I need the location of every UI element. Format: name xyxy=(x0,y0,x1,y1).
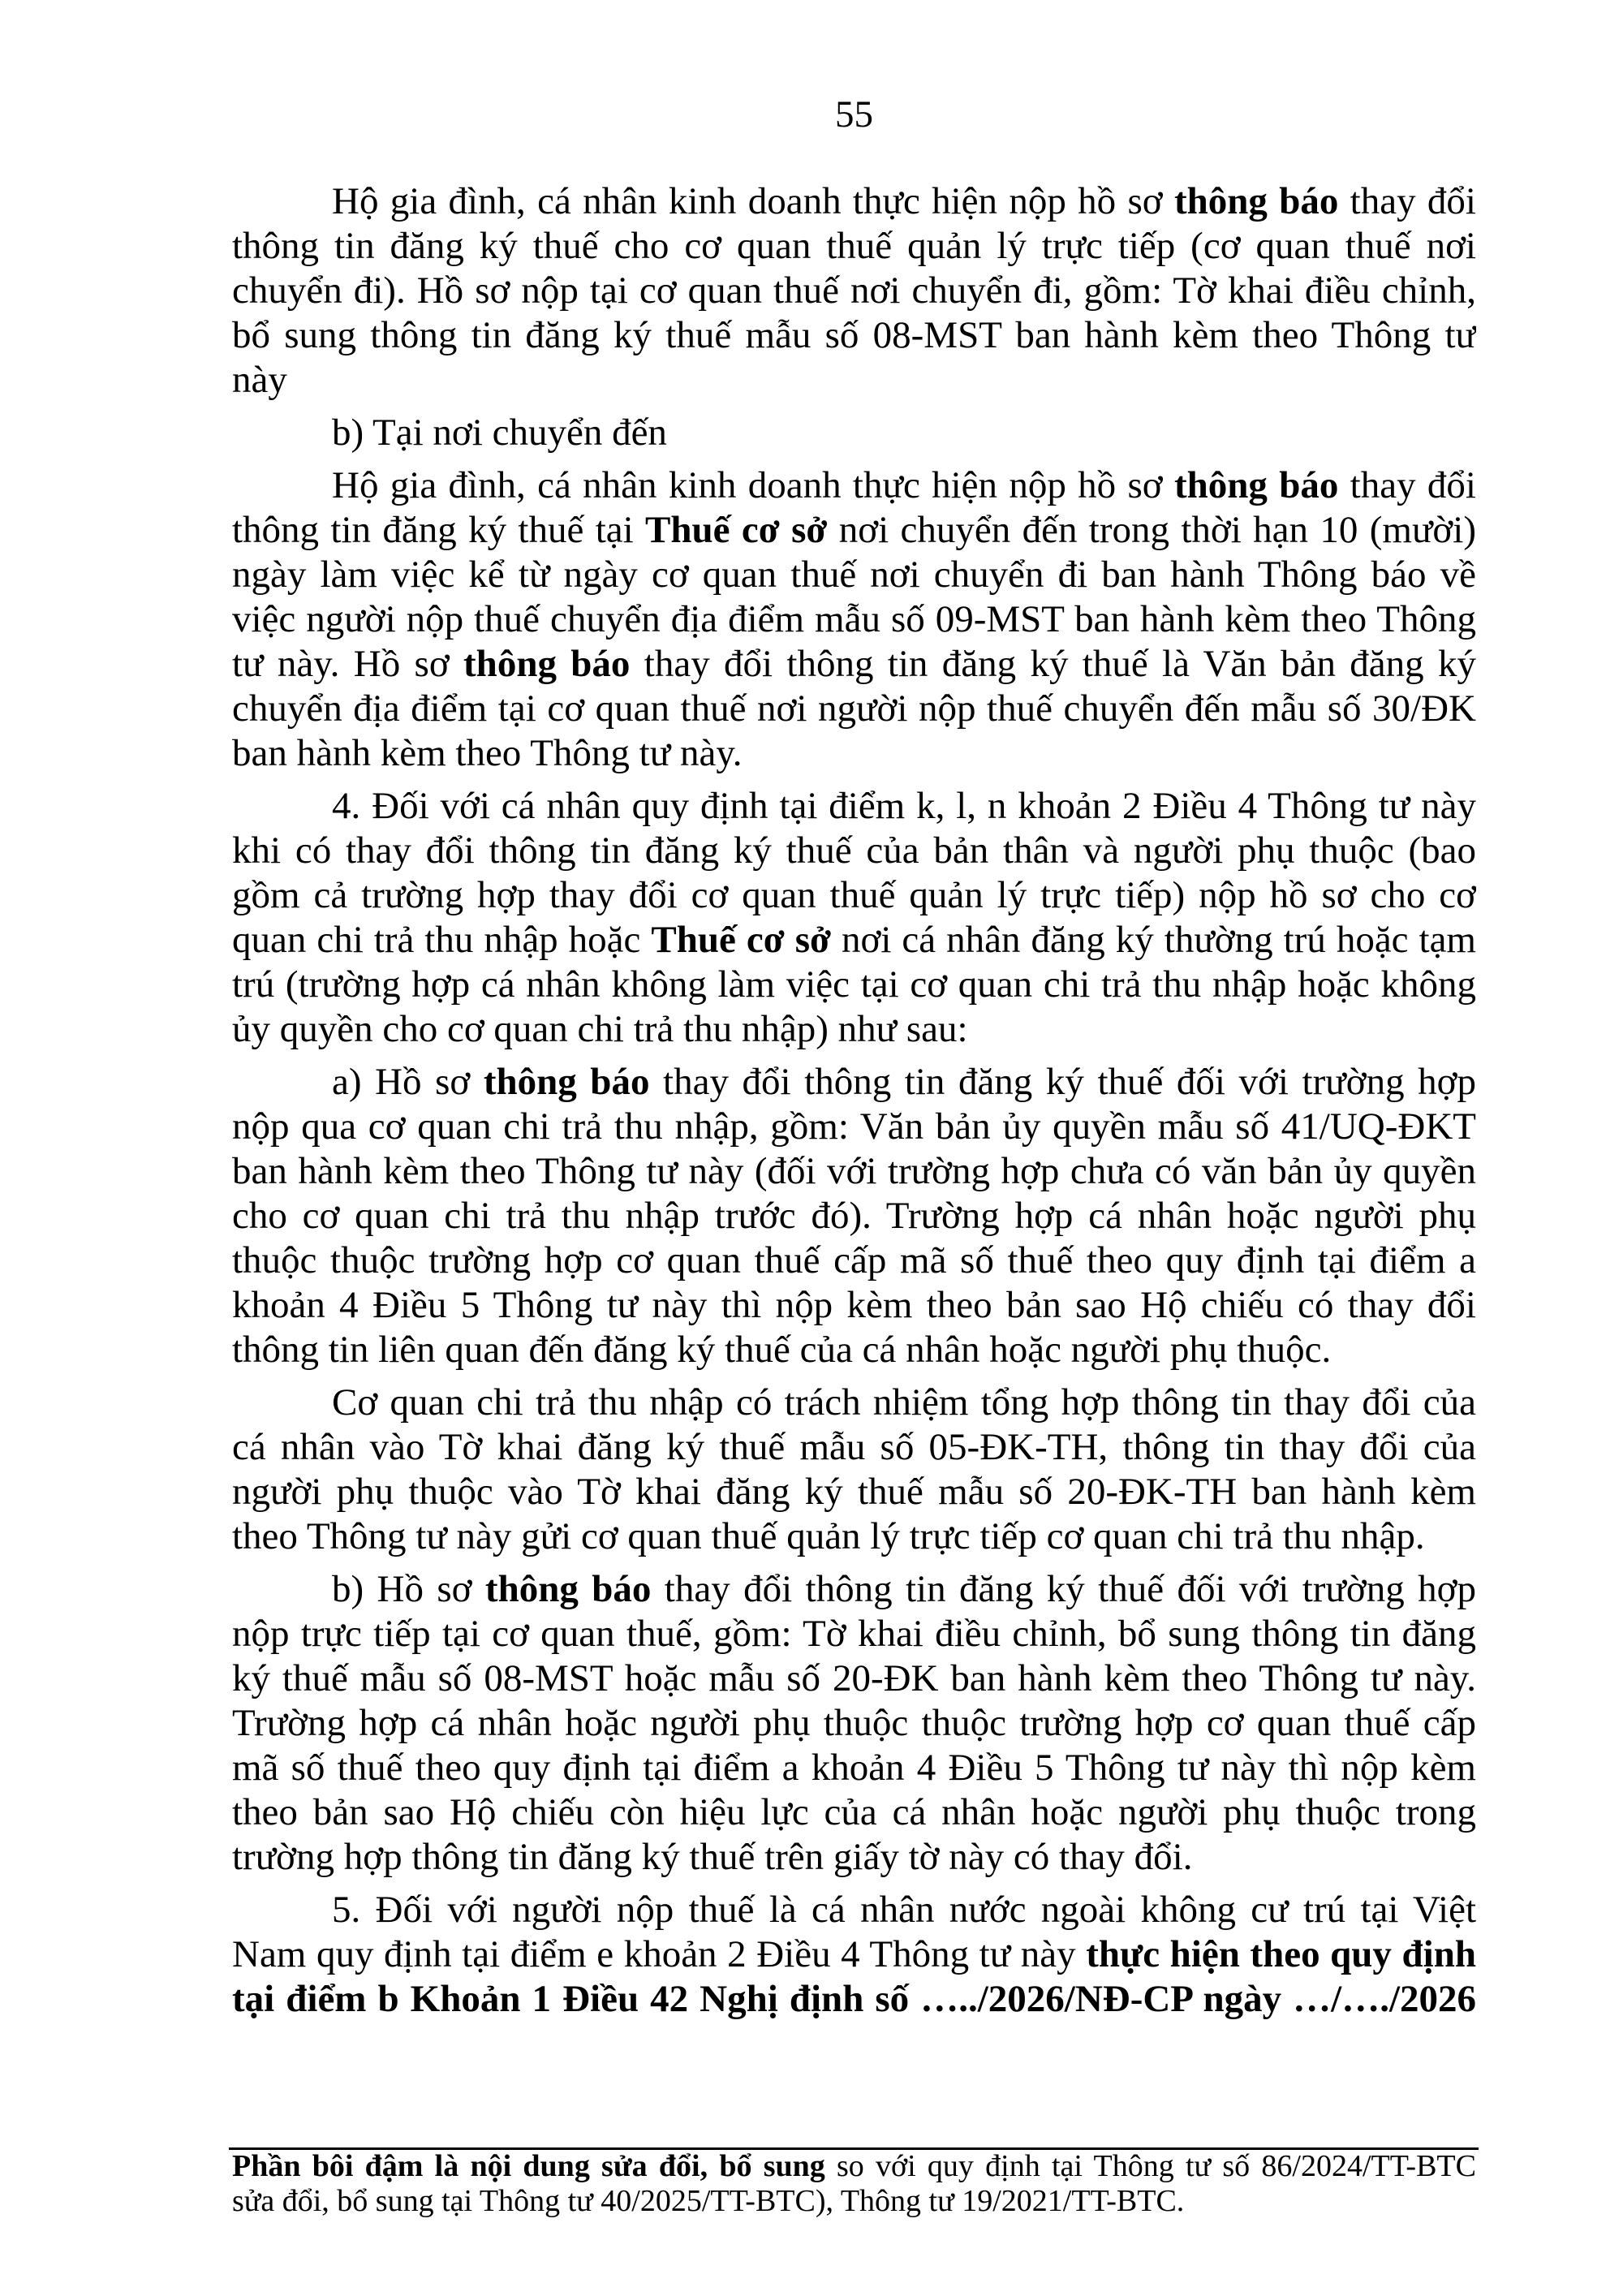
bold-text-run: Phần bôi đậm là nội dung sửa đổi, bổ sung xyxy=(232,2149,825,2183)
text-run: Nam quy định tại điểm e khoản 2 Điều 4 Thông tư này xyxy=(232,1933,1087,1975)
text-line xyxy=(232,1656,1476,1701)
text-run: Cơ quan chi trả thu nhập có trách nhiệm tổng hợp thông tin thay đổi của xyxy=(332,1381,1476,1424)
text-line xyxy=(232,918,1476,963)
text-run: thay đổi thông tin đăng ký thuế là Văn bản đăng ký xyxy=(630,643,1476,685)
text-line xyxy=(232,829,1476,873)
text-line xyxy=(232,1425,1476,1470)
text-run: 5. Đối với người nộp thuế là cá nhân nước ngoài không cư trú tại Việt xyxy=(332,1889,1476,1931)
text-run: ký thuế mẫu số 08-MST hoặc mẫu số 20-ĐK ban hành kèm theo Thông tư này. xyxy=(232,1657,1476,1699)
text-line xyxy=(232,508,1476,553)
footnote xyxy=(232,2149,1476,2219)
text-line xyxy=(332,1888,1476,1932)
text-line xyxy=(232,1746,1476,1790)
text-run: ủy quyền cho cơ quan chi trả thu nhập) như sau: xyxy=(232,1008,968,1050)
text-run: nơi chuyển đến trong thời hạn 10 (mười) xyxy=(827,509,1476,551)
text-line xyxy=(232,2184,1476,2219)
text-line xyxy=(232,224,1476,269)
text-run: tư này. Hồ sơ xyxy=(232,643,464,685)
text-line xyxy=(232,873,1476,918)
text-run: Trường hợp cá nhân hoặc người phụ thuộc thuộc trường hợp cơ quan thuế cấp xyxy=(232,1702,1476,1744)
paragraph xyxy=(232,463,1476,776)
text-run: trường hợp thông tin đăng ký thuế trên giấy tờ này có thay đổi. xyxy=(232,1836,1193,1878)
page-number: 55 xyxy=(835,93,873,136)
text-run: ban hành kèm theo Thông tư này. xyxy=(232,732,743,774)
text-run: khoản 4 Điều 5 Thông tư này thì nộp kèm theo bản sao Hộ chiếu có thay đổi xyxy=(232,1284,1476,1326)
text-run: b) Tại nơi chuyển đến xyxy=(332,411,667,454)
text-run: theo Thông tư này gửi cơ quan thuế quản lý trực tiếp cơ quan chi trả thu nhập. xyxy=(232,1515,1425,1557)
text-line xyxy=(232,1007,1476,1052)
paragraph xyxy=(232,784,1476,1052)
bold-text-run: thông báo xyxy=(483,1061,650,1103)
text-line xyxy=(232,313,1476,358)
text-run: chuyển địa điểm tại cơ quan thuế nơi người nộp thuế chuyển đến mẫu số 30/ĐK xyxy=(232,687,1476,730)
paragraph xyxy=(232,179,1476,403)
paragraph xyxy=(232,411,1476,455)
text-line xyxy=(232,1932,1476,1977)
text-line xyxy=(332,179,1476,224)
text-run: sửa đổi, bổ sung tại Thông tư 40/2025/TT-BTC), Thông tư 19/2021/TT-BTC. xyxy=(232,2184,1185,2218)
text-run: 4. Đối với cá nhân quy định tại điểm k, l, n khoản 2 Điều 4 Thông tư này xyxy=(332,785,1476,827)
bold-text-run: thông báo xyxy=(484,1568,652,1610)
text-line xyxy=(332,463,1476,508)
text-line xyxy=(232,1149,1476,1194)
text-run: thay đổi xyxy=(1338,464,1476,506)
text-line xyxy=(232,1194,1476,1238)
paragraph xyxy=(232,1060,1476,1372)
text-run: chuyển đi). Hồ sơ nộp tại cơ quan thuế nơi chuyển đi, gồm: Tờ khai điều chỉnh, xyxy=(232,269,1476,312)
text-run: người phụ thuộc vào Tờ khai đăng ký thuế mẫu số 20-ĐK-TH ban hành kèm xyxy=(232,1471,1476,1513)
text-run: thuộc thuộc trường hợp cơ quan thuế cấp mã số thuế theo quy định tại điểm a xyxy=(232,1239,1476,1282)
text-line xyxy=(232,358,1476,403)
text-run: ngày làm việc kể từ ngày cơ quan thuế nơi chuyển đi ban hành Thông báo về xyxy=(232,554,1476,596)
document-body xyxy=(232,179,1476,2030)
bold-text-run: Thuế cơ sở xyxy=(651,919,832,961)
text-line xyxy=(232,1977,1476,2022)
text-run: Hộ gia đình, cá nhân kinh doanh thực hiện nộp hồ sơ xyxy=(332,180,1174,222)
text-run: thay đổi thông tin đăng ký thuế đối với trường hợp xyxy=(651,1568,1476,1610)
bold-text-run: thực hiện theo quy định xyxy=(1086,1933,1476,1975)
text-run: thông tin liên quan đến đăng ký thuế của cá nhân hoặc người phụ thuộc. xyxy=(232,1329,1332,1371)
text-line xyxy=(332,1381,1476,1425)
text-line xyxy=(232,553,1476,597)
text-run: này xyxy=(232,359,287,401)
text-run: theo bản sao Hộ chiếu còn hiệu lực của cá nhân hoặc người phụ thuộc trong xyxy=(232,1791,1476,1833)
paragraph xyxy=(232,1381,1476,1559)
text-line xyxy=(232,597,1476,642)
text-line xyxy=(232,1470,1476,1514)
text-line xyxy=(232,1514,1476,1559)
text-run: ban hành kèm theo Thông tư này (đối với trường hợp chưa có văn bản ủy quyền xyxy=(232,1150,1476,1192)
text-line xyxy=(232,1612,1476,1656)
text-run: so với quy định tại Thông tư số 86/2024/TT-BTC xyxy=(837,2149,1476,2183)
bold-text-run: tại điểm b Khoản 1 Điều 42 Nghị định số …../2026/NĐ-CP ngày …/…./2026 xyxy=(232,1978,1476,2020)
text-run: nộp qua cơ quan chi trả thu nhập, gồm: Văn bản ủy quyền mẫu số 41/UQ-ĐKT xyxy=(232,1105,1476,1148)
text-run: quan chi trả thu nhập hoặc xyxy=(232,919,652,961)
text-run: a) Hồ sơ xyxy=(332,1061,484,1103)
bold-text-run: thông báo xyxy=(1173,464,1339,506)
text-line xyxy=(232,687,1476,731)
text-line xyxy=(332,411,1476,455)
text-line xyxy=(232,731,1476,776)
text-line xyxy=(232,1701,1476,1746)
bold-text-run: Thuế cơ sở xyxy=(645,509,828,551)
text-line xyxy=(232,2149,1476,2184)
text-run: thông tin đăng ký thuế tại xyxy=(232,509,646,551)
text-run: bổ sung thông tin đăng ký thuế mẫu số 08-MST ban hành kèm theo Thông tư xyxy=(232,314,1476,356)
bold-text-run: thông báo xyxy=(463,643,631,685)
text-line xyxy=(232,1283,1476,1328)
text-line xyxy=(332,1060,1476,1105)
text-line xyxy=(232,1790,1476,1835)
text-line xyxy=(232,642,1476,687)
bold-text-run: thông báo xyxy=(1173,180,1339,222)
text-run: thay đổi thông tin đăng ký thuế đối với trường hợp xyxy=(649,1061,1476,1103)
text-run: Hộ gia đình, cá nhân kinh doanh thực hiện nộp hồ sơ xyxy=(332,464,1174,506)
text-run: khi có thay đổi thông tin đăng ký thuế của bản thân và người phụ thuộc (bao xyxy=(232,829,1476,872)
text-line xyxy=(232,1105,1476,1149)
text-run: cá nhân vào Tờ khai đăng ký thuế mẫu số 05-ĐK-TH, thông tin thay đổi của xyxy=(232,1426,1476,1468)
text-line xyxy=(232,1835,1476,1880)
text-run: thông tin đăng ký thuế cho cơ quan thuế quản lý trực tiếp (cơ quan thuế nơi xyxy=(232,225,1476,267)
text-run: thay đổi xyxy=(1338,180,1476,222)
text-line xyxy=(332,784,1476,829)
text-line xyxy=(232,1238,1476,1283)
text-run: cho cơ quan chi trả thu nhập trước đó). Trường hợp cá nhân hoặc người phụ xyxy=(232,1195,1476,1237)
text-run: việc người nộp thuế chuyển địa điểm mẫu số 09-MST ban hành kèm theo Thông xyxy=(232,598,1476,640)
text-run: nơi cá nhân đăng ký thường trú hoặc tạm xyxy=(831,919,1476,961)
text-run: trú (trường hợp cá nhân không làm việc tại cơ quan chi trả thu nhập hoặc không xyxy=(232,963,1476,1006)
text-line xyxy=(232,1328,1476,1372)
paragraph xyxy=(232,1567,1476,1880)
text-run: mã số thuế theo quy định tại điểm a khoản 4 Điều 5 Thông tư này thì nộp kèm xyxy=(232,1747,1476,1789)
paragraph xyxy=(232,1888,1476,2022)
text-run: b) Hồ sơ xyxy=(332,1568,485,1610)
text-line xyxy=(232,269,1476,313)
text-line xyxy=(232,963,1476,1007)
text-line xyxy=(332,1567,1476,1612)
text-run: nộp trực tiếp tại cơ quan thuế, gồm: Tờ khai điều chỉnh, bổ sung thông tin đăng xyxy=(232,1613,1476,1655)
text-run: gồm cả trường hợp thay đổi cơ quan thuế quản lý trực tiếp) nộp hồ sơ cho cơ xyxy=(232,874,1476,916)
